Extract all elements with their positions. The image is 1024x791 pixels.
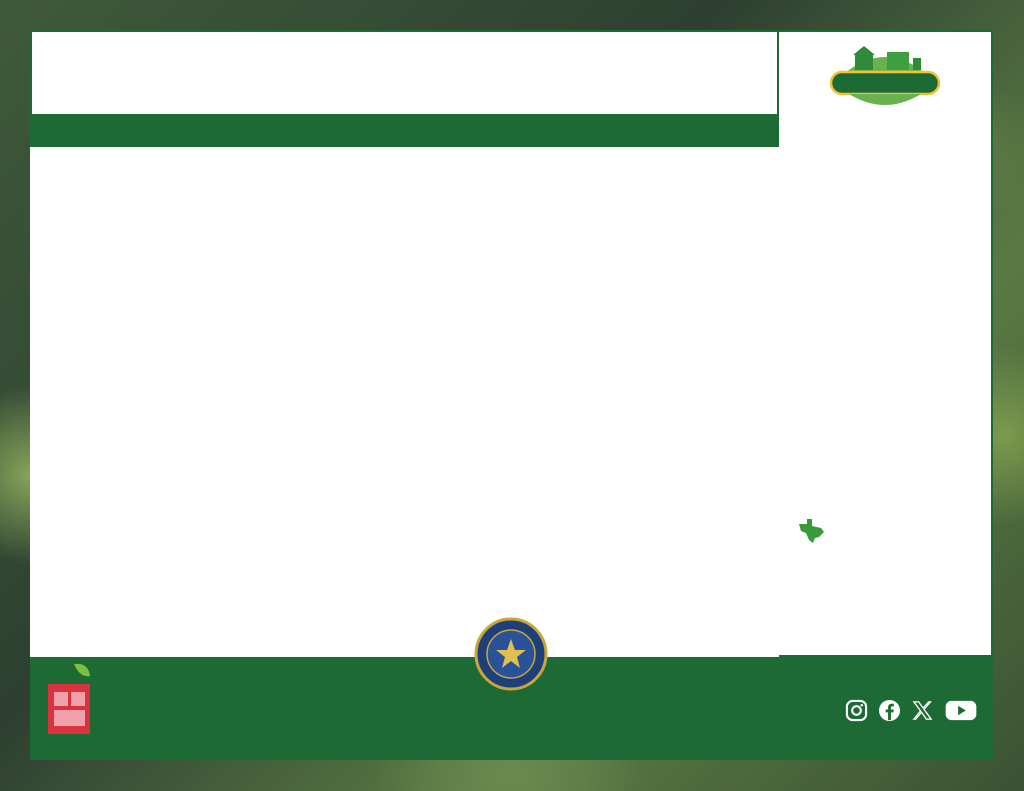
title-box	[30, 30, 779, 116]
weekday-header	[30, 116, 779, 147]
x-icon[interactable]	[911, 699, 934, 722]
social-links	[845, 699, 967, 722]
instagram-icon[interactable]	[845, 699, 868, 722]
texas-farm-fresh-logo	[825, 42, 945, 114]
facebook-icon[interactable]	[878, 699, 901, 722]
youtube-icon[interactable]	[944, 699, 967, 722]
footer	[30, 657, 993, 760]
texas-map-icon	[797, 518, 825, 544]
calendar-frame	[30, 30, 993, 760]
square-meals-logo	[44, 662, 104, 750]
tda-seal	[474, 617, 548, 691]
calendar-grid	[30, 147, 779, 657]
announcements-sidebar	[779, 30, 993, 657]
